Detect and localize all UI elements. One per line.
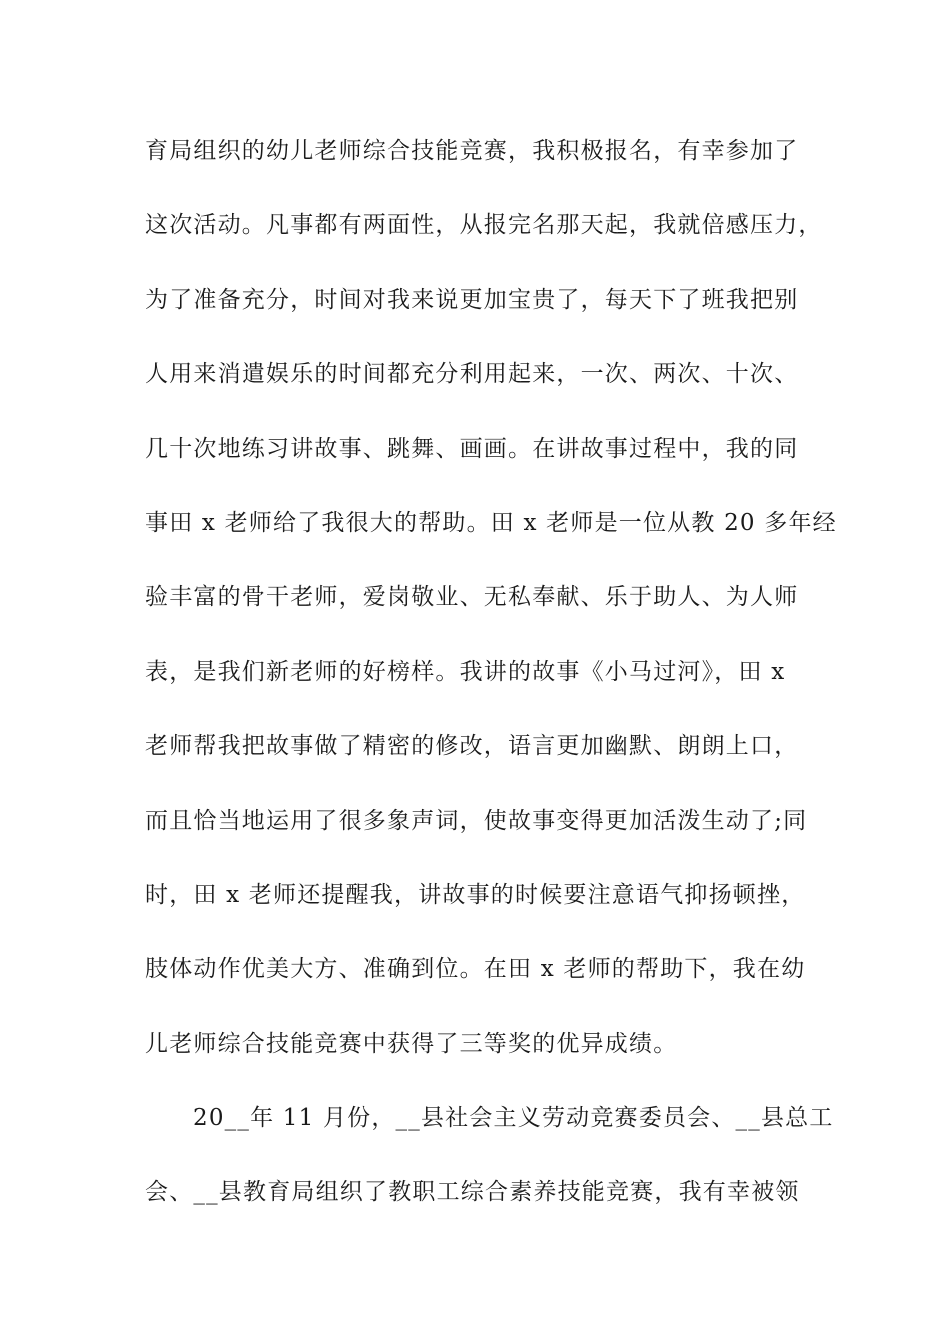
text-line: 老师帮我把故事做了精密的修改，语言更加幽默、朗朗上口， — [145, 733, 799, 760]
text-line: 时，田 x 老师还提醒我，讲故事的时候要注意语气抑扬顿挫， — [145, 881, 806, 908]
text-line: 会、__县教育局组织了教职工综合素养技能竞赛，我有幸被领 — [145, 1179, 800, 1206]
text-line: 人用来消遣娱乐的时间都充分利用起来，一次、两次、十次、 — [145, 361, 799, 388]
paragraph-start-line: 20__年 11 月份，__县社会主义劳动竞赛委员会、__县总工 — [193, 1105, 834, 1132]
text-line: 表，是我们新老师的好榜样。我讲的故事《小马过河》，田 x — [145, 658, 786, 685]
text-line: 儿老师综合技能竞赛中获得了三等奖的优异成绩。 — [145, 1030, 678, 1057]
text-line: 验丰富的骨干老师，爱岗敬业、无私奉献、乐于助人、为人师 — [145, 584, 799, 611]
text-line: 几十次地练习讲故事、跳舞、画画。在讲故事过程中，我的同 — [145, 435, 799, 462]
body-text — [145, 128, 837, 1244]
text-line: 事田 x 老师给了我很大的帮助。田 x 老师是一位从教 20 多年经 — [145, 509, 837, 536]
text-line: 肢体动作优美大方、准确到位。在田 x 老师的帮助下，我在幼 — [145, 956, 806, 983]
text-line: 而且恰当地运用了很多象声词，使故事变得更加活泼生动了;同 — [145, 807, 808, 834]
text-line: 育局组织的幼儿老师综合技能竞赛，我积极报名，有幸参加了 — [145, 138, 799, 164]
text-line: 这次活动。凡事都有两面性，从报完名那天起，我就倍感压力， — [145, 212, 823, 239]
text-line: 为了准备充分，时间对我来说更加宝贵了，每天下了班我把别 — [145, 286, 799, 313]
